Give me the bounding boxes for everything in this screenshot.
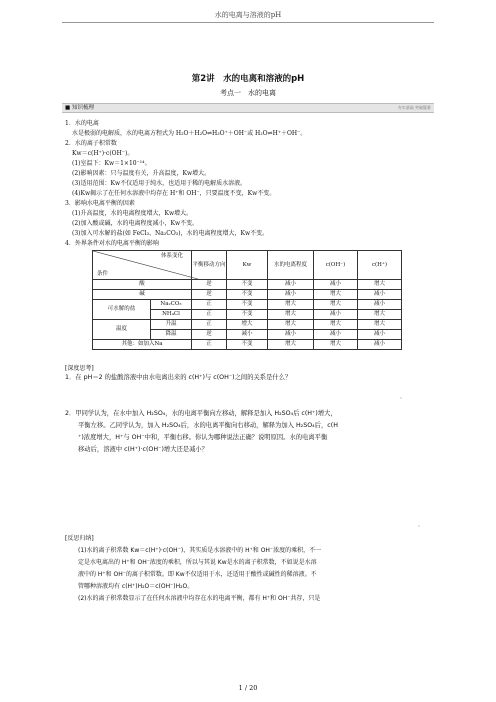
row-condition: 温度 — [93, 320, 151, 340]
cell: 逆 — [192, 280, 227, 290]
table-row — [93, 280, 402, 290]
cell: Na₂CO₃ — [151, 300, 192, 310]
question-1: 1．在 pH＝2 的盐酸溶液中由水电离出来的 c(H⁺)与 c(OH⁻)之间的关系是什么？ — [65, 374, 292, 381]
cell: 增大 — [268, 340, 314, 350]
cell: 增大 — [268, 320, 314, 330]
table-row — [93, 300, 402, 310]
header-rule — [62, 22, 434, 23]
cell: 不变 — [227, 340, 268, 350]
cell: 增大 — [314, 290, 358, 300]
cell: 减小 — [268, 280, 314, 290]
kw-meaning: (4)Kw揭示了在任何水溶液中均存在 H⁺和 OH⁻，只要温度不变，Kw不变。 — [72, 190, 276, 197]
cell: 逆 — [192, 330, 227, 340]
row-condition: 碱 — [93, 290, 192, 300]
cell: 减小 — [314, 280, 358, 290]
knowledge-bar-label: ■ 知识梳理 — [65, 105, 94, 111]
table-corner-cell — [93, 251, 192, 280]
kw-formula: Kw＝c(H⁺)·c(OH⁻)。 — [72, 150, 134, 157]
cell: 增大 — [358, 320, 402, 330]
table-head-top: 体系变化 — [160, 253, 183, 259]
cell: 减小 — [314, 310, 358, 320]
cell: 增大 — [314, 300, 358, 310]
knowledge-bar-right: 夯实基础 突破疑难 — [397, 105, 431, 110]
cell: 增大 — [358, 310, 402, 320]
cell: 减小 — [358, 330, 402, 340]
page-header: 水的电离与溶液的pH — [214, 11, 282, 19]
cell: 减小 — [268, 290, 314, 300]
col-direction: 平衡移动方向 — [192, 251, 227, 280]
cell: 不变 — [227, 280, 268, 290]
kw-scope: (3)适用范围：Kw不仅适用于纯水，也适用于稀的电解质水溶液。 — [72, 180, 247, 187]
deep-thinking-label: [深度思考] — [65, 365, 94, 372]
question-2-line-3: ⁺)浓度增大，H⁺与 OH⁻中和，平衡右移。你认为哪种说法正确？说明原因。水的电离平衡 — [78, 434, 328, 441]
kw-factor: (2)影响因素：只与温度有关，升高温度，Kw增大。 — [72, 170, 211, 177]
col-degree: 水的电离程度 — [268, 251, 314, 280]
cell: 增大 — [268, 310, 314, 320]
cell: 减小 — [314, 330, 358, 340]
reflect-label: [反思归纳] — [65, 535, 94, 542]
cell: 不变 — [227, 290, 268, 300]
dot-mark: 。 — [418, 522, 424, 528]
reflect-line-4: 管哪种溶液均有 c(H⁺)H₂O＝c(OH⁻)H₂O。 — [78, 583, 194, 590]
doc-title: 第2讲 水的电离和溶液的pH — [191, 74, 305, 84]
table-row — [93, 340, 402, 350]
reflect-line-2: 定是水电离出的 H⁺和 OH⁻浓度的乘积，所以与其说 Kw是水的离子积常数，不如说是水溶 — [78, 559, 317, 566]
cell: 不变 — [227, 310, 268, 320]
cell: 不变 — [227, 300, 268, 310]
item-4-heading: 4．外界条件对水的电离平衡的影响 — [65, 240, 159, 247]
cell: 减小 — [268, 330, 314, 340]
item-1-heading: 1．水的电离 — [65, 120, 99, 127]
factor-temp: (1)升高温度，水的电离程度增大，Kw增大。 — [72, 210, 193, 217]
page-number: 1 / 20 — [238, 684, 258, 692]
item-3-heading: 3．影响水电离平衡的因素 — [65, 200, 135, 207]
cell: 升温 — [151, 320, 192, 330]
item-1-text: 水是极弱的电解质，水的电离方程式为 H₂O＋H₂O⇌H₃O⁺＋OH⁻或 H₂O⇌H⁺＋OH⁻。 — [72, 130, 307, 137]
table-row — [93, 290, 402, 300]
cell: 减小 — [227, 330, 268, 340]
kw-room-temp: (1)室温下：Kw＝1×10⁻¹⁴。 — [72, 160, 151, 167]
question-2-line-4: 移动后，溶液中 c(H⁺)·c(OH⁻)增大还是减小？ — [78, 446, 208, 453]
cell: 增大 — [268, 300, 314, 310]
dot-mark: 。 — [400, 394, 406, 400]
cell: 增大 — [314, 320, 358, 330]
cell: 减小 — [358, 300, 402, 310]
cell: 正 — [192, 340, 227, 350]
cell: NH₄Cl — [151, 310, 192, 320]
cell: 降温 — [151, 330, 192, 340]
effect-table — [92, 250, 402, 350]
row-condition: 酸 — [93, 280, 192, 290]
cell: 增大 — [227, 320, 268, 330]
doc-subtitle: 考点一 水的电离 — [220, 89, 276, 97]
cell: 正 — [192, 320, 227, 330]
factor-salt: (3)加入可水解的盐(如 FeCl₃、Na₂CO₃)，水的电离程度增大，Kw不变。 — [72, 230, 269, 237]
row-condition: 其他：如加入Na — [93, 340, 192, 350]
table-row — [93, 320, 402, 330]
table-head-bottom: 条件 — [97, 271, 109, 277]
question-2-line-2: 平衡左移。乙同学认为，加入 H₂SO₄后，水的电离平衡向右移动，解释为加入 H₂SO₄后，c(H — [78, 422, 338, 429]
cell: 减小 — [358, 290, 402, 300]
reflect-line-3: 液中的 H⁺和 OH⁻的离子积常数。即 Kw不仅适用于水，还适用于酸性或碱性的稀溶液。不 — [78, 571, 317, 578]
col-kw: Kw — [227, 251, 268, 280]
cell: 减小 — [358, 340, 402, 350]
col-h: c(H⁺) — [358, 251, 402, 280]
item-2-heading: 2．水的离子积常数 — [65, 140, 117, 147]
col-oh: c(OH⁻) — [314, 251, 358, 280]
reflect-line-5: (2)水的离子积常数显示了在任何水溶液中均存在水的电离平衡，都有 H⁺和 OH⁻共存，只是 — [78, 595, 321, 602]
cell: 逆 — [192, 290, 227, 300]
cell: 正 — [192, 310, 227, 320]
cell: 增大 — [314, 340, 358, 350]
row-condition: 可水解的盐 — [93, 300, 151, 320]
reflect-line-1: (1)水的离子积常数 Kw＝c(H⁺)·c(OH⁻)，其实质是水溶液中的 H⁺和 OH⁻浓度的乘积，不一 — [78, 547, 322, 554]
factor-acid-base: (2)加入酸或碱，水的电离程度减小，Kw不变。 — [72, 220, 199, 227]
cell: 正 — [192, 300, 227, 310]
knowledge-bar — [62, 103, 434, 113]
cell: 增大 — [358, 280, 402, 290]
question-2-line-1: 2．甲同学认为，在水中加入 H₂SO₄，水的电离平衡向左移动，解释是加入 H₂SO₄后 c(H⁺)增大， — [65, 410, 337, 417]
